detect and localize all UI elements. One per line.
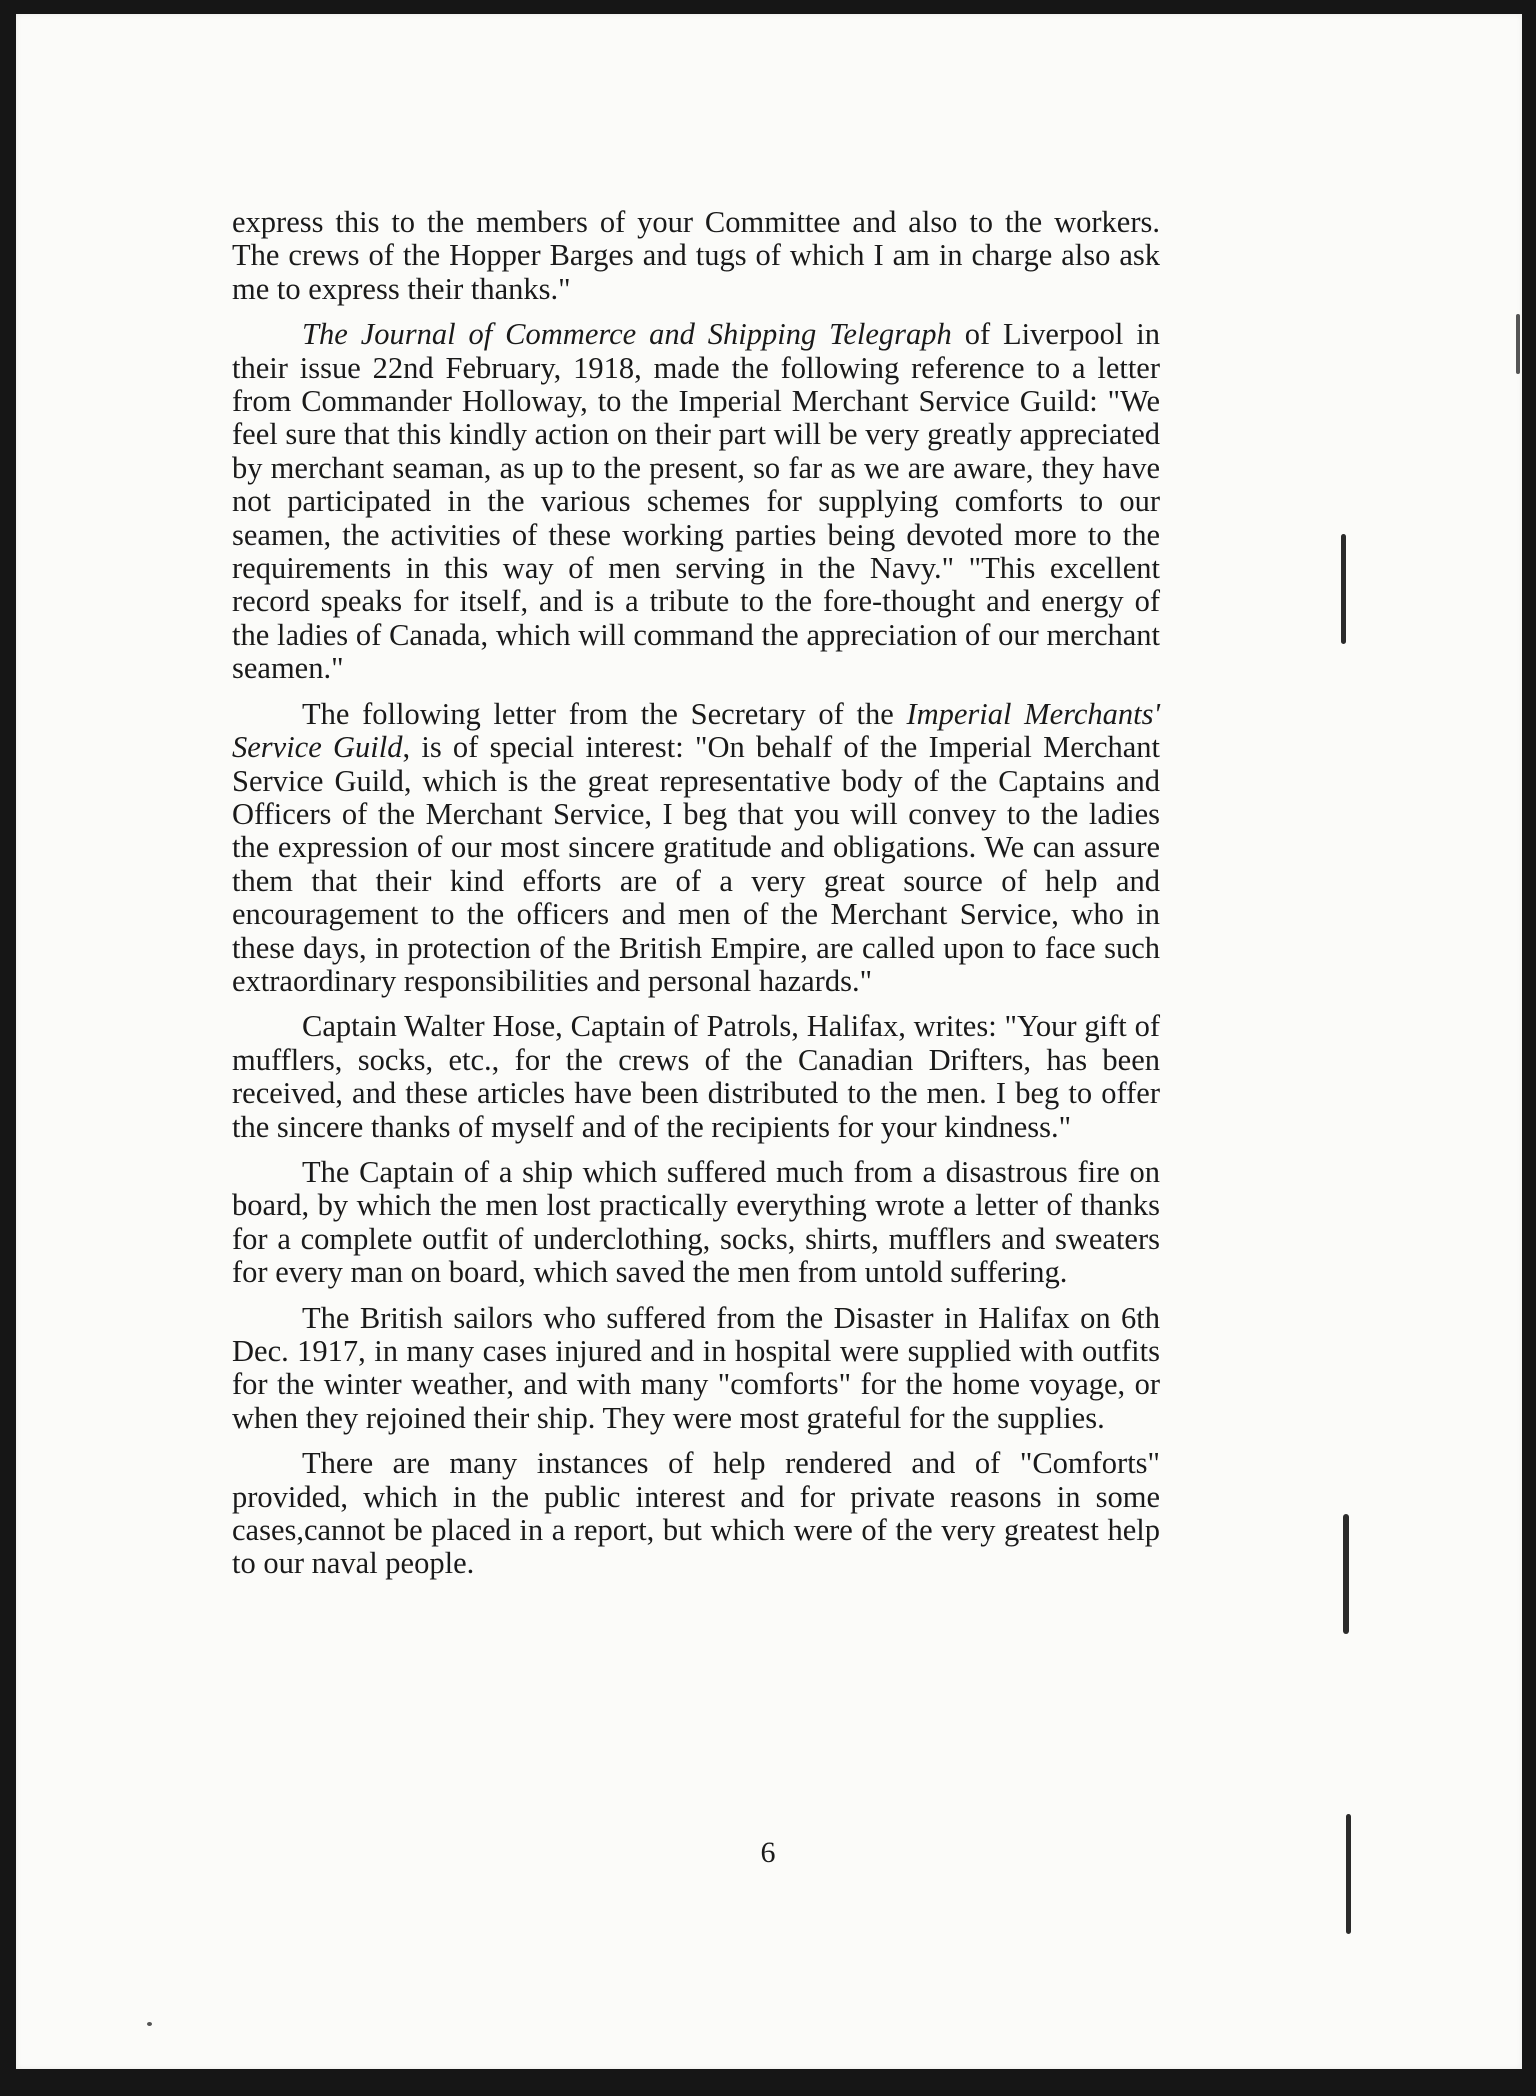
binding-mark: [1341, 534, 1346, 644]
paragraph: [232, 698, 1160, 999]
paragraph-text: , is of special interest: "On behalf of the Imperial Merchant Service Guild, which is the great representative body of the Captains and Officers of the Merchant Service, I beg that you will convey to the ladies the expression of our most sincere gratitude and obligations. We can assure them that their kind efforts are of a very great source of help and encouragement to the officers and men of the Merchant Service, who in these days, in protection of the British Empire, are called upon to face such extraordinary responsibilities and personal hazards.": [232, 730, 1160, 998]
paragraph-text: The British sailors who suffered from the Disaster in Halifax on 6th Dec. 1917, in many cases injured and in hospital were supplied with outfits for the winter weather, and with many "comforts" for the home voyage, or when they rejoined their ship. They were most grateful for the supplies.: [232, 1300, 1160, 1435]
paragraph-text: Captain Walter Hose, Captain of Patrols, Halifax, writes: "Your gift of mufflers, socks, etc., for the crews of the Canadian Drifters, has been received, and these articles have been distributed to the men. I beg to offer the sincere thanks of myself and of the recipients for your kindness.": [232, 1009, 1160, 1144]
binding-mark: [1516, 314, 1520, 374]
paragraph: [232, 1447, 1160, 1581]
page-number: 6: [760, 1836, 776, 1869]
body-text: [232, 206, 1160, 1593]
paragraph: [232, 1010, 1160, 1144]
paragraph: [232, 206, 1160, 306]
paragraph: [232, 318, 1160, 685]
paragraph-text: of Liverpool in their issue 22nd February, 1918, made the following reference to a letter from Commander Holloway, to the Imperial Merchant Service Guild: "We feel sure that this kindly action on their part will be very greatly appreciated by merchant seaman, as up to the present, so far as we are aware, they have not participated in the various schemes for supplying comforts to our seamen, the activities of these working parties being devoted more to the requirements in this way of men serving in the Navy." "This excellent record speaks for itself, and is a tribute to the fore-thought and energy of the ladies of Canada, which will command the appreciation of our merchant seamen.": [232, 317, 1160, 686]
paragraph: [232, 1156, 1160, 1290]
organization-name: Imperial Merchants' Service Guild: [232, 696, 1161, 765]
paragraph: [232, 1302, 1160, 1436]
publication-title: The Journal of Commerce and Shipping Telegraph: [302, 317, 952, 352]
paragraph-text: There are many instances of help rendered and of "Comforts" provided, which in the public interest and for private reasons in some cases,cannot be placed in a report, but which were of the very greatest help to our naval people.: [232, 1446, 1160, 1581]
paragraph-lead: The following letter from the Secretary of the: [302, 696, 907, 731]
paragraph-text: The Captain of a ship which suffered much from a disastrous fire on board, by which the men lost practically everything wrote a letter of thanks for a complete outfit of underclothing, socks, shirts, mufflers and sweaters for every man on board, which saved the men from untold suffering.: [232, 1154, 1160, 1290]
binding-mark: [1346, 1814, 1351, 1934]
binding-mark: [1343, 1514, 1349, 1634]
dust-speck: [147, 2022, 152, 2026]
paragraph-text: express this to the members of your Committee and also to the workers. The crews of the Hopper Barges and tugs of which I am in charge also ask me to express their thanks.": [232, 205, 1160, 306]
